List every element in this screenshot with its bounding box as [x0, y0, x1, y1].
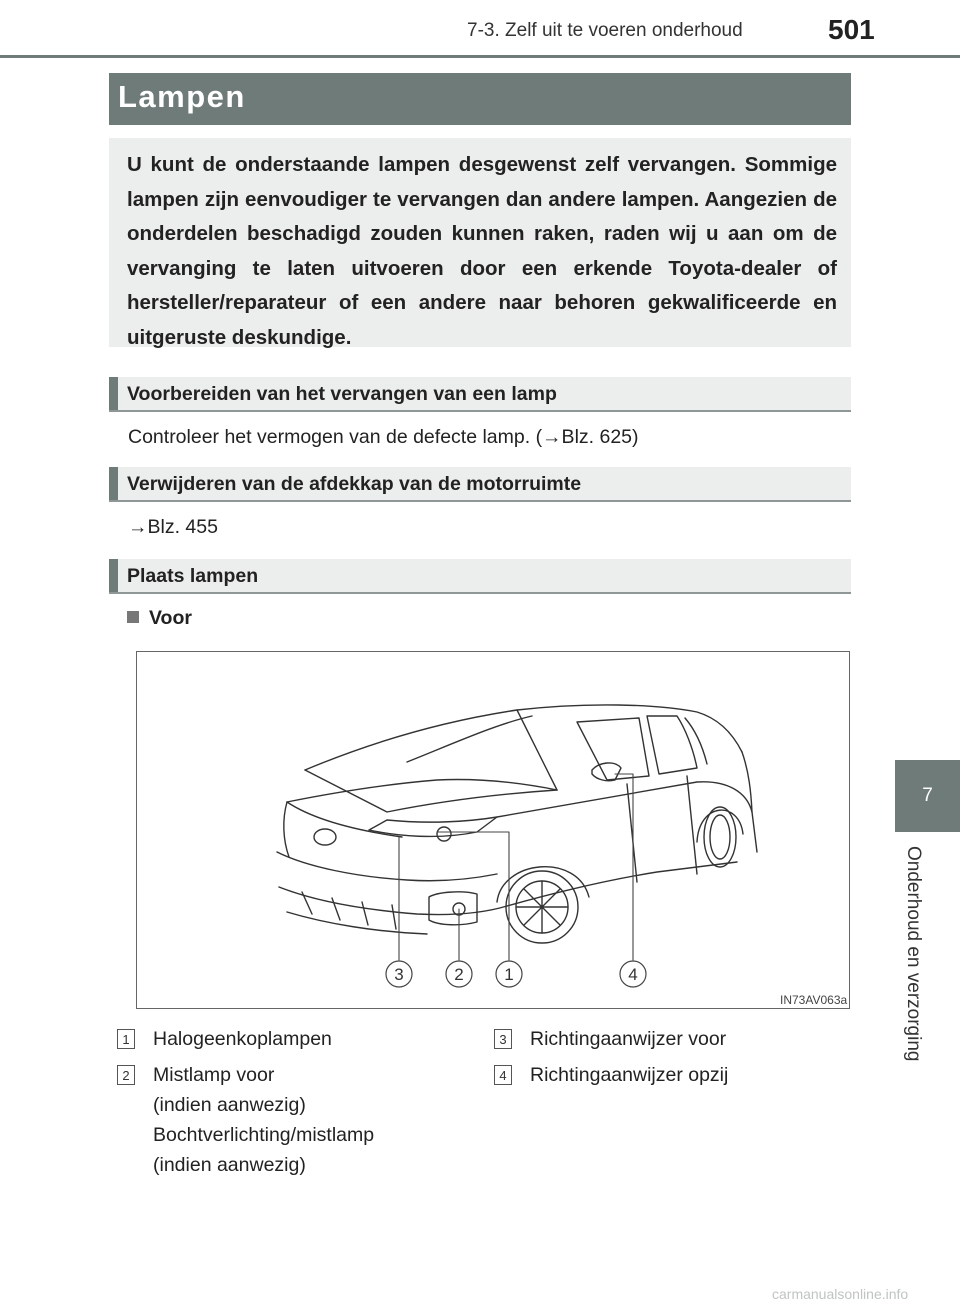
- callout-3: [386, 961, 412, 987]
- chapter-title-vertical: [898, 846, 928, 1146]
- legend-item-2: [153, 1060, 374, 1180]
- headlight-housing: [369, 817, 497, 836]
- a-pillar: [517, 710, 557, 790]
- svg-text:1: 1: [504, 965, 514, 984]
- windshield-top: [407, 716, 532, 762]
- header-rule: [0, 55, 960, 58]
- subsection-label: Voor: [149, 607, 192, 629]
- subheading-label: Plaats lampen: [127, 565, 259, 587]
- legend-line: Halogeenkoplampen: [153, 1028, 332, 1050]
- rear-wheel: [704, 807, 736, 867]
- legend-number-4: 4: [494, 1065, 512, 1085]
- front-window: [577, 718, 649, 780]
- roof-line: [305, 705, 742, 770]
- callout-1: [496, 961, 522, 987]
- callout-4: [620, 961, 646, 987]
- engine-cover-reference[interactable]: →Blz. 455: [128, 516, 218, 538]
- legend-line: Richtingaanwijzer voor: [530, 1028, 727, 1050]
- svg-text:2: 2: [454, 965, 464, 984]
- chapter-number: 7: [922, 785, 933, 806]
- brand-emblem: [314, 829, 336, 845]
- svg-text:3: 3: [394, 965, 404, 984]
- intro-text: U kunt de onderstaande lampen desgewenst zelf vervangen. Sommige lampen zijn eenvoudiger te vervangen dan andere lampen. Aangezien de onderdelen beschadigd zouden kunnen raken, raden wij u aan om de vervanging te laten uitvoeren door een erkende Toyota-dealer of hersteller/reparateur of een andere naar behoren gekwalificeerde en uitgeruste deskundige.: [127, 153, 837, 349]
- chapter-title: Onderhoud en verzorging: [903, 846, 924, 1062]
- legend-line: Richtingaanwijzer opzij: [530, 1064, 729, 1086]
- page-number: 501: [828, 14, 875, 45]
- page-title-bar: [109, 73, 851, 125]
- rear-rim: [710, 815, 730, 859]
- subheading-engine-cover: [109, 467, 851, 502]
- section-title: 7-3. Zelf uit te voeren onderhoud: [467, 20, 743, 41]
- legend-number-2: 2: [117, 1065, 135, 1085]
- hood-rear-edge: [305, 770, 557, 812]
- svg-text:4: 4: [628, 965, 638, 984]
- shoulder-line: [497, 782, 757, 852]
- chapter-tab[interactable]: [895, 760, 960, 832]
- intro-box: [109, 138, 851, 347]
- legend-number-3: 3: [494, 1029, 512, 1049]
- car-illustration: [136, 651, 850, 1009]
- headlight-lens: [437, 827, 451, 841]
- preparation-text: Controleer het vermogen van de defecte lamp. (→Blz. 625): [128, 426, 639, 448]
- callout-2: [446, 961, 472, 987]
- legend-item-1: [153, 1024, 332, 1054]
- subheading-label: Voorbereiden van het vervangen van een lamp: [127, 383, 557, 405]
- subsection-front: [127, 607, 192, 630]
- legend-line: Mistlamp voor: [153, 1064, 275, 1086]
- legend-line: Bochtverlichting/mistlamp: [153, 1124, 375, 1146]
- hood-crease: [287, 802, 402, 837]
- front-nose: [284, 802, 289, 857]
- subheading-label: Verwijderen van de afdekkap van de motorruimte: [127, 473, 582, 495]
- hood-front: [287, 779, 557, 802]
- subheading-preparation: [109, 377, 851, 412]
- legend-item-3: [530, 1024, 726, 1054]
- rear-deck: [742, 752, 752, 812]
- subheading-bulb-locations: [109, 559, 851, 594]
- legend-line: (indien aanwezig): [153, 1094, 306, 1116]
- figure-code: IN73AV063a: [780, 993, 848, 1007]
- car-drawing: [137, 652, 849, 1008]
- front-spokes: [516, 881, 568, 933]
- lower-grille-bottom: [287, 912, 427, 934]
- legend-line: (indien aanwezig): [153, 1154, 306, 1176]
- page-title: Lampen: [118, 79, 246, 114]
- legend-number-1: 1: [117, 1029, 135, 1049]
- c-pillar: [685, 718, 707, 764]
- watermark: carmanualsonline.info: [772, 1286, 909, 1302]
- legend-item-4: [530, 1060, 728, 1090]
- bullet-square-icon: [127, 611, 139, 623]
- leader-line-4: [615, 774, 633, 960]
- bumper-top: [277, 852, 497, 881]
